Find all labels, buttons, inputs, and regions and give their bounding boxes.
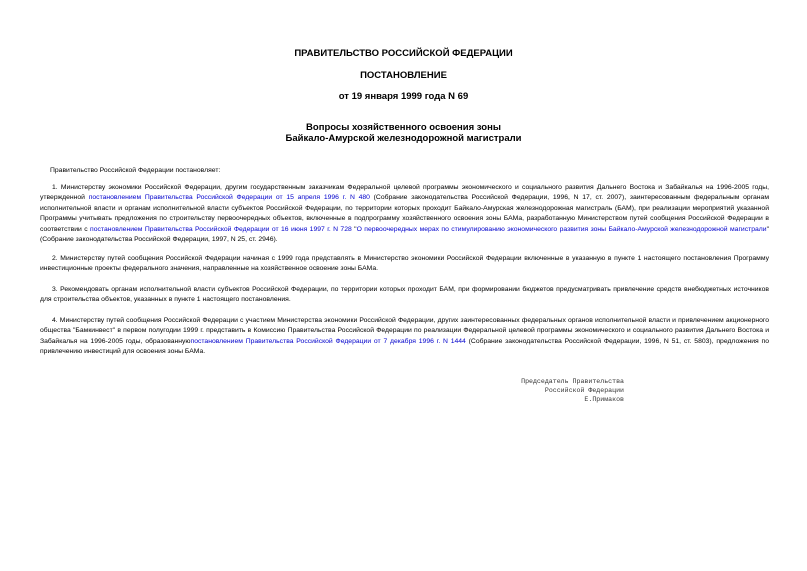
paragraph-1-text-a: 1. Министерству экономики Российской Федерации, другим государственным заказчикам Федеральной целевой программы экономического и социального развития Дальнего Востока и Забайкалья на 1996-2005 годы, утвержденной xyxy=(40,184,769,202)
paragraph-4-text-b: (Собрание законодательства Российской Федерации, 1996, N 51, ст. 5803), предложения по привлечению инвестиций для освоения зоны БАМа. xyxy=(40,337,769,356)
intro-paragraph: Правительство Российской Федерации постановляет: xyxy=(50,167,221,174)
document-date-number: от 19 января 1999 года N 69 xyxy=(338,91,469,102)
government-title: ПРАВИТЕЛЬСТВО РОССИЙСКОЙ ФЕДЕРАЦИИ xyxy=(294,48,513,59)
link-decree-728-title[interactable]: О первоочередных мерах по стимулированию экономического развития зоны Байкало-Амурской железнодорожной магистрали xyxy=(356,225,767,233)
signature-position: Председатель Правительства xyxy=(521,378,624,385)
signature-block xyxy=(521,377,624,405)
paragraph-1-text-c: " xyxy=(351,225,357,233)
subject-line-2: Байкало-Амурской железнодорожной магистрали xyxy=(285,133,522,144)
paragraph-1 xyxy=(40,183,769,245)
link-decree-1444[interactable]: постановлением Правительства Российской Федерации от 7 декабря 1996 г. N 1444 xyxy=(190,337,466,345)
subject-line-1: Вопросы хозяйственного освоения зоны xyxy=(306,122,501,133)
paragraph-3: 3. Рекомендовать органам исполнительной власти субъектов Российской Федерации, по территории которых проходит БАМ, при формировании бюджетов предусматривать привлечение средств внебюджетных источников для строительства объектов, указанных в пункте 1 настоящего постановления. xyxy=(40,286,769,304)
paragraph-1-text-b: (Собрание законодательства Российской Федерации, 1996, N 17, ст. 2007), заинтересованным федеральным органам исполнительной власти и органам исполнительной власти субъектов Российской Федерации, по территории которых проходит Байкало-Амурская железнодорожная магистраль (БАМ), при реализации мероприятий указанной Программы учитывать предложения по строительству первоочередных объектов, включенные в подпрограмму хозяйственного освоения зоны БАМа, разработанную Министерством путей сообщения Российской Федерации в соответствии с xyxy=(40,194,769,233)
document-type: ПОСТАНОВЛЕНИЕ xyxy=(360,70,447,81)
link-decree-728[interactable]: постановлением Правительства Российской Федерации от 16 июня 1997 г. N 728 xyxy=(90,225,352,233)
link-decree-480[interactable]: постановлением Правительства Российской Федерации от 15 апреля 1996 г. N 480 xyxy=(88,194,370,202)
signature-organization: Российской Федерации xyxy=(544,387,624,395)
paragraph-2: 2. Министерству путей сообщения Российской Федерации начиная с 1999 года представлять в Министерство экономики Российской Федерации включенные в указанную в пункте 1 настоящего постановления Программу инвестиционные проекты федерального значения, направленные на хозяйственное освоение зоны БАМа. xyxy=(40,255,769,273)
paragraph-4-text-a: 4. Министерству путей сообщения Российской Федерации с участием Министерства экономики Российской Федерации, других заинтересованных федеральных органов исполнительной власти и привлечением акционерного общества "Бамкинвест" в первом полугодии 1999 г. представить в Комиссию Правительства Российской Федерации по реализации Федеральной целевой программы экономического и социального развития Дальнего Востока и Забайкалья на 1996-2005 годы, образованную xyxy=(40,317,769,345)
paragraph-4 xyxy=(40,316,769,358)
paragraph-1-text-d: " (Собрание законодательства Российской Федерации, 1997, N 25, ст. 2946). xyxy=(40,225,769,244)
signature-name: Е.Примаков xyxy=(584,396,624,404)
document-subject xyxy=(0,122,807,144)
